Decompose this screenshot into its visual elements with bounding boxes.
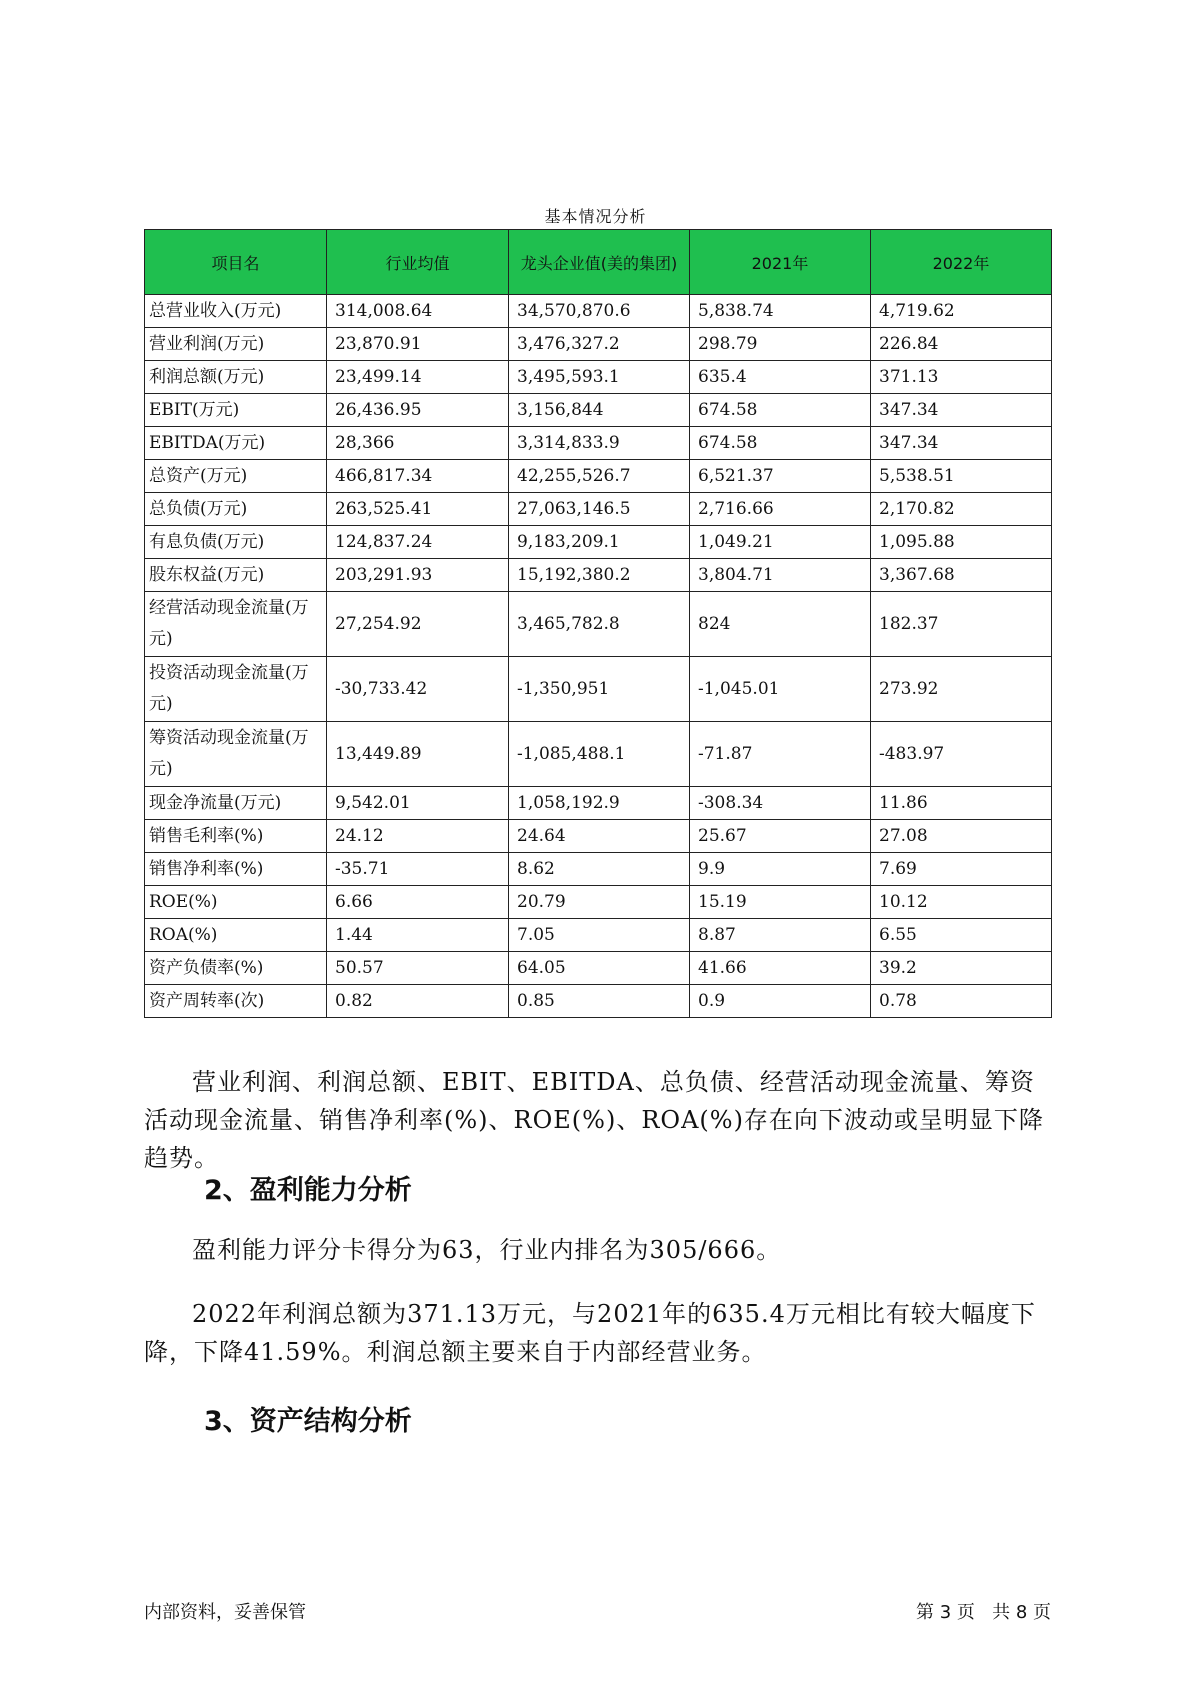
leader-value-cell: 20.79: [509, 886, 690, 919]
leader-value-cell: 9,183,209.1: [509, 526, 690, 559]
leader-value-cell: 7.05: [509, 919, 690, 952]
value-2022-cell: 10.12: [871, 886, 1052, 919]
value-2021-cell: 298.79: [690, 328, 871, 361]
table-row: [145, 592, 1052, 657]
industry-avg-cell: 124,837.24: [327, 526, 509, 559]
table-header-row: [145, 230, 1052, 295]
leader-value-cell: 0.85: [509, 985, 690, 1018]
industry-avg-cell: 27,254.92: [327, 592, 509, 657]
value-2021-cell: -71.87: [690, 722, 871, 787]
leader-value-cell: 1,058,192.9: [509, 787, 690, 820]
table-row: [145, 361, 1052, 394]
industry-avg-cell: 6.66: [327, 886, 509, 919]
row-label: 经营活动现金流量(万元): [145, 592, 327, 657]
industry-avg-cell: 28,366: [327, 427, 509, 460]
score-paragraph: 盈利能力评分卡得分为63，行业内排名为305/666。: [192, 1236, 782, 1264]
leader-value-cell: -1,350,951: [509, 657, 690, 722]
table-row: [145, 493, 1052, 526]
leader-value-cell: 3,156,844: [509, 394, 690, 427]
value-2022-cell: 2,170.82: [871, 493, 1052, 526]
trend-paragraph: 营业利润、利润总额、EBIT、EBITDA、总负债、经营活动现金流量、筹资活动现金流量、销售净利率(%)、ROE(%)、ROA(%)存在向下波动或呈明显下降趋势。: [144, 1068, 1044, 1172]
row-label: 利润总额(万元): [145, 361, 327, 394]
header-industry-avg: 行业均值: [327, 230, 509, 295]
leader-value-cell: 3,314,833.9: [509, 427, 690, 460]
row-label: EBIT(万元): [145, 394, 327, 427]
row-label: ROA(%): [145, 919, 327, 952]
industry-avg-cell: -30,733.42: [327, 657, 509, 722]
value-2021-cell: 674.58: [690, 394, 871, 427]
financial-summary-table: [144, 229, 1052, 1018]
value-2021-cell: -308.34: [690, 787, 871, 820]
value-2021-cell: 674.58: [690, 427, 871, 460]
industry-avg-cell: 0.82: [327, 985, 509, 1018]
leader-value-cell: 3,495,593.1: [509, 361, 690, 394]
table-row: [145, 886, 1052, 919]
table-row: [145, 394, 1052, 427]
leader-value-cell: 3,465,782.8: [509, 592, 690, 657]
value-2021-cell: 41.66: [690, 952, 871, 985]
table-row: [145, 722, 1052, 787]
row-label: 筹资活动现金流量(万元): [145, 722, 327, 787]
value-2021-cell: 25.67: [690, 820, 871, 853]
value-2021-cell: 0.9: [690, 985, 871, 1018]
industry-avg-cell: 203,291.93: [327, 559, 509, 592]
row-label: 股东权益(万元): [145, 559, 327, 592]
value-2021-cell: 8.87: [690, 919, 871, 952]
row-label: 投资活动现金流量(万元): [145, 657, 327, 722]
header-2022: 2022年: [871, 230, 1052, 295]
value-2022-cell: 27.08: [871, 820, 1052, 853]
row-label: 有息负债(万元): [145, 526, 327, 559]
value-2021-cell: 15.19: [690, 886, 871, 919]
industry-avg-cell: -35.71: [327, 853, 509, 886]
industry-avg-cell: 24.12: [327, 820, 509, 853]
table-body: [145, 295, 1052, 1018]
row-label: 销售净利率(%): [145, 853, 327, 886]
industry-avg-cell: 263,525.41: [327, 493, 509, 526]
row-label: ROE(%): [145, 886, 327, 919]
row-label: EBITDA(万元): [145, 427, 327, 460]
leader-value-cell: 8.62: [509, 853, 690, 886]
value-2022-cell: 273.92: [871, 657, 1052, 722]
table-row: [145, 952, 1052, 985]
table-row: [145, 295, 1052, 328]
table-caption: 基本情况分析: [544, 207, 647, 226]
value-2021-cell: 9.9: [690, 853, 871, 886]
footer-confidential: 内部资料，妥善保管: [144, 1602, 306, 1623]
table-row: [145, 787, 1052, 820]
industry-avg-cell: 50.57: [327, 952, 509, 985]
value-2022-cell: 11.86: [871, 787, 1052, 820]
value-2022-cell: 182.37: [871, 592, 1052, 657]
value-2021-cell: 1,049.21: [690, 526, 871, 559]
section-heading-profitability: 2、盈利能力分析: [204, 1175, 412, 1206]
table-row: [145, 820, 1052, 853]
industry-avg-cell: 26,436.95: [327, 394, 509, 427]
value-2022-cell: 4,719.62: [871, 295, 1052, 328]
row-label: 销售毛利率(%): [145, 820, 327, 853]
value-2021-cell: -1,045.01: [690, 657, 871, 722]
industry-avg-cell: 9,542.01: [327, 787, 509, 820]
footer-page-number: 第 3 页 共 8 页: [916, 1602, 1051, 1623]
leader-value-cell: 3,476,327.2: [509, 328, 690, 361]
value-2022-cell: 5,538.51: [871, 460, 1052, 493]
row-label: 总负债(万元): [145, 493, 327, 526]
value-2022-cell: -483.97: [871, 722, 1052, 787]
value-2021-cell: 2,716.66: [690, 493, 871, 526]
industry-avg-cell: 1.44: [327, 919, 509, 952]
value-2022-cell: 39.2: [871, 952, 1052, 985]
value-2022-cell: 3,367.68: [871, 559, 1052, 592]
table-row: [145, 460, 1052, 493]
value-2022-cell: 7.69: [871, 853, 1052, 886]
row-label: 资产负债率(%): [145, 952, 327, 985]
table-row: [145, 657, 1052, 722]
leader-value-cell: 24.64: [509, 820, 690, 853]
row-label: 现金净流量(万元): [145, 787, 327, 820]
table-row: [145, 919, 1052, 952]
industry-avg-cell: 466,817.34: [327, 460, 509, 493]
header-item-name: 项目名: [145, 230, 327, 295]
industry-avg-cell: 23,870.91: [327, 328, 509, 361]
leader-value-cell: 27,063,146.5: [509, 493, 690, 526]
value-2021-cell: 824: [690, 592, 871, 657]
table-row: [145, 526, 1052, 559]
value-2022-cell: 0.78: [871, 985, 1052, 1018]
value-2022-cell: 347.34: [871, 394, 1052, 427]
leader-value-cell: 34,570,870.6: [509, 295, 690, 328]
industry-avg-cell: 23,499.14: [327, 361, 509, 394]
row-label: 总营业收入(万元): [145, 295, 327, 328]
value-2022-cell: 371.13: [871, 361, 1052, 394]
value-2021-cell: 635.4: [690, 361, 871, 394]
row-label: 总资产(万元): [145, 460, 327, 493]
table-row: [145, 853, 1052, 886]
value-2022-cell: 6.55: [871, 919, 1052, 952]
header-leader-value: 龙头企业值(美的集团): [509, 230, 690, 295]
table-row: [145, 427, 1052, 460]
value-2021-cell: 6,521.37: [690, 460, 871, 493]
value-2022-cell: 347.34: [871, 427, 1052, 460]
table-row: [145, 559, 1052, 592]
value-2021-cell: 5,838.74: [690, 295, 871, 328]
value-2022-cell: 226.84: [871, 328, 1052, 361]
value-2021-cell: 3,804.71: [690, 559, 871, 592]
value-2022-cell: 1,095.88: [871, 526, 1052, 559]
profit-paragraph: 2022年利润总额为371.13万元，与2021年的635.4万元相比有较大幅度下降，下降41.59%。利润总额主要来自于内部经营业务。: [144, 1300, 1036, 1366]
leader-value-cell: 42,255,526.7: [509, 460, 690, 493]
industry-avg-cell: 13,449.89: [327, 722, 509, 787]
header-2021: 2021年: [690, 230, 871, 295]
row-label: 营业利润(万元): [145, 328, 327, 361]
table-row: [145, 328, 1052, 361]
leader-value-cell: 15,192,380.2: [509, 559, 690, 592]
industry-avg-cell: 314,008.64: [327, 295, 509, 328]
leader-value-cell: -1,085,488.1: [509, 722, 690, 787]
leader-value-cell: 64.05: [509, 952, 690, 985]
section-heading-asset-structure: 3、资产结构分析: [204, 1406, 412, 1437]
table-row: [145, 985, 1052, 1018]
row-label: 资产周转率(次): [145, 985, 327, 1018]
